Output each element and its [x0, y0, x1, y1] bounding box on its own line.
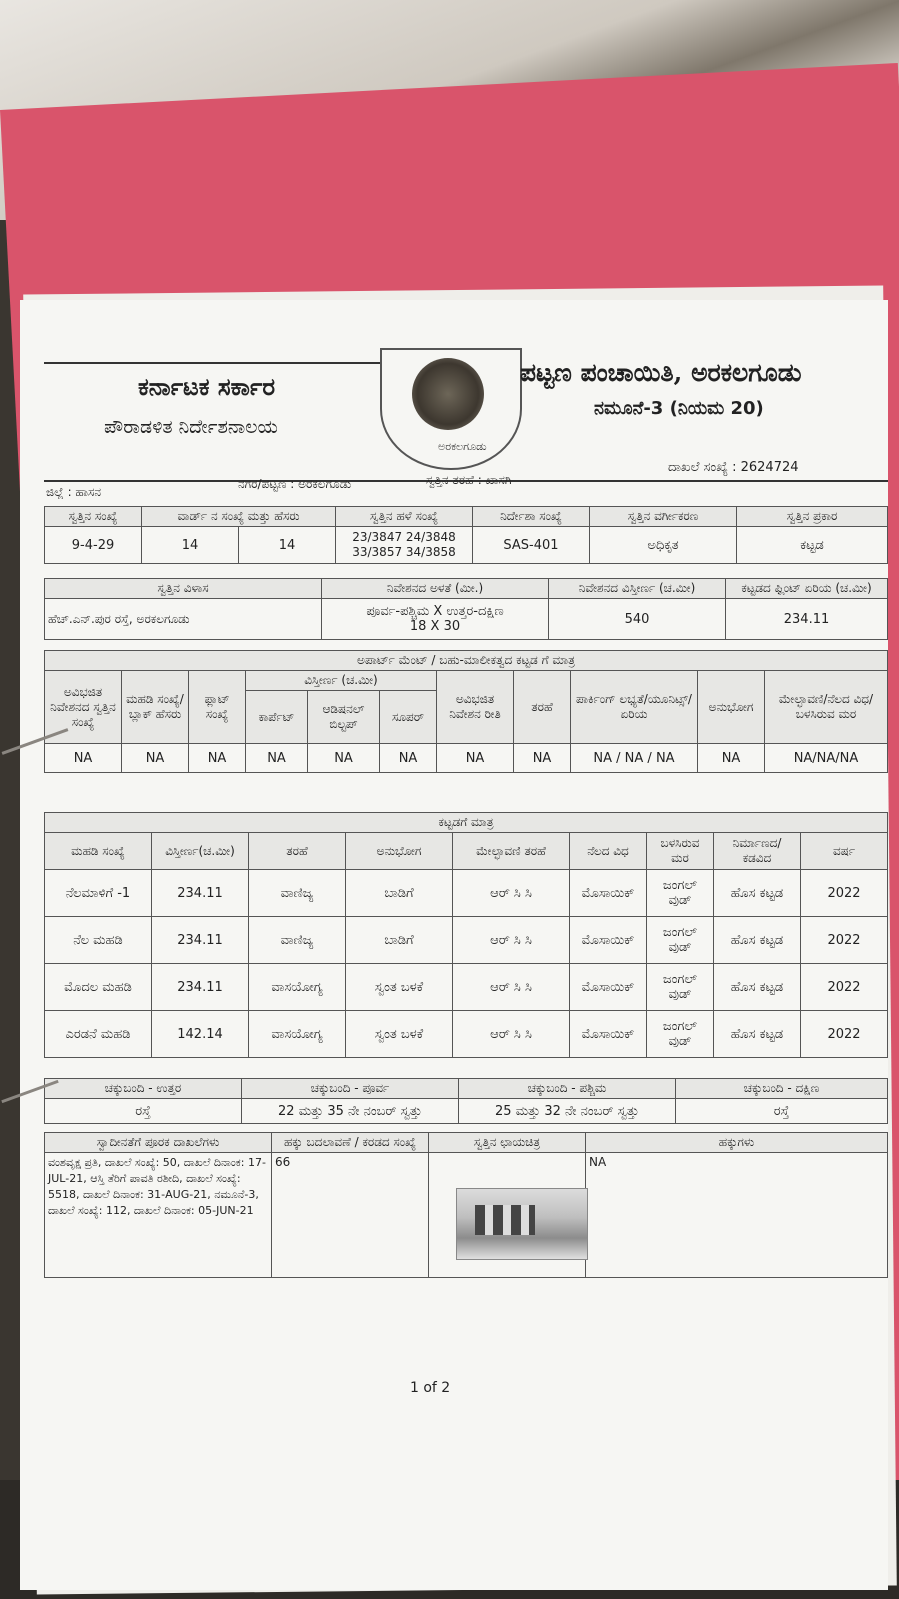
- table-cell: ಆರ್ ಸಿ ಸಿ: [453, 870, 570, 917]
- table-cell: ಮೊಸಾಯಿಕ್: [570, 917, 647, 964]
- header-cell: ಮೇಲ್ಛಾವಣಿ ತರಹೆ: [453, 833, 570, 870]
- header-cell: ಕಾರ್ಪೆಟ್: [246, 691, 308, 744]
- apartment-table: [44, 650, 888, 773]
- table-cell: 2022: [801, 917, 888, 964]
- header-cell: ತರಹೆ: [514, 671, 571, 744]
- header-cell: ಚಕ್ಕುಬಂದಿ - ದಕ್ಷಿಣ: [676, 1079, 888, 1099]
- supporting-documents: ವಂಶವೃಕ್ಷ ಪ್ರತಿ, ದಾಖಲೆ ಸಂಖ್ಯೆ: 50, ದಾಖಲೆ ದಿನಾಂಕ: 17-JUL-21, ಆಸ್ತಿ ತೆರಿಗೆ ಪಾವತಿ ರಶೀದಿ, ದಾಖಲೆ ಸಂಖ್ಯೆ: 5518, ದಾಖಲೆ ದಿನಾಂಕ: 31-AUG-21, ನಮೂನೆ-3, ದಾಖಲೆ ಸಂಖ್ಯೆ: 112, ದಾಖಲೆ ದಿನಾಂಕ: 05-JUN-21: [45, 1153, 272, 1278]
- table-cell: ಮೊಸಾಯಿಕ್: [570, 1011, 647, 1058]
- header-cell: ಸ್ವತ್ತಿನ ಛಾಯಚಿತ್ರ: [429, 1133, 586, 1153]
- header-cell: ಹಕ್ಕುಗಳು: [586, 1133, 888, 1153]
- classification: ಅಧಿಕೃತ: [590, 527, 737, 564]
- direction-number: SAS-401: [473, 527, 590, 564]
- header-cell: ಆಡಿಷನಲ್ ಬಿಲ್ಟಪ್: [308, 691, 380, 744]
- header-cell: ಹಕ್ಕು ಬದಲಾವಣೆ / ಕರಡದ ಸಂಖ್ಯೆ: [272, 1133, 429, 1153]
- north-boundary: ರಸ್ತೆ: [45, 1099, 242, 1124]
- table-cell: ಹೊಸ ಕಟ್ಟಡ: [714, 917, 801, 964]
- address-table: [44, 578, 888, 640]
- table-cell: ಸ್ವಂತ ಬಳಕೆ: [346, 1011, 453, 1058]
- table-cell: ಎರಡನೆ ಮಹಡಿ: [45, 1011, 152, 1058]
- header-cell: ಚಕ್ಕುಬಂದಿ - ಉತ್ತರ: [45, 1079, 242, 1099]
- table-cell: 2022: [801, 870, 888, 917]
- header-cell: ಅನುಭೋಗ: [346, 833, 453, 870]
- table-cell: ವಾಣಿಜ್ಯ: [249, 870, 346, 917]
- property-number: 9-4-29: [45, 527, 142, 564]
- table-cell: ಜಂಗಲ್ ವುಡ್: [647, 1011, 714, 1058]
- header-cell: ವಾರ್ಡ್ ನ ಸಂಖ್ಯೆ ಮತ್ತು ಹೆಸರು: [142, 507, 336, 527]
- table-cell: 234.11: [152, 870, 249, 917]
- table-cell: ಬಾಡಿಗೆ: [346, 917, 453, 964]
- old-property-number: 23/3847 24/3848 33/3857 34/3858: [336, 527, 473, 564]
- header-cell: ನಿರ್ದೇಶಾ ಸಂಖ್ಯೆ: [473, 507, 590, 527]
- emblem-caption: ಅರಕಲಗೂಡು: [438, 440, 487, 453]
- table-cell: ಜಂಗಲ್ ವುಡ್: [647, 917, 714, 964]
- property-address: ಹೆಚ್.ಎನ್.ಪುರ ರಸ್ತೆ, ಅರಕಲಗೂಡು: [45, 599, 322, 640]
- rights-value: NA: [586, 1153, 888, 1278]
- header-cell: ಬಳಸಿರುವ ಮರ: [647, 833, 714, 870]
- table-cell: 2022: [801, 964, 888, 1011]
- government-title: ಕರ್ನಾಟಕ ಸರ್ಕಾರ: [138, 372, 276, 401]
- header-cell: ತರಹೆ: [249, 833, 346, 870]
- header-cell: ಸ್ವತ್ತಿನ ಹಳೆ ಸಂಖ್ಯೆ: [336, 507, 473, 527]
- south-boundary: ರಸ್ತೆ: [676, 1099, 888, 1124]
- header-cell: ಚಕ್ಕುಬಂದಿ - ಪಶ್ಚಿಮ: [459, 1079, 676, 1099]
- town-label: ನಗರ/ಪಟ್ಟಣ : ಅರಕಲಗೂಡು: [238, 477, 352, 491]
- table-cell: 234.11: [152, 917, 249, 964]
- site-area: 540: [549, 599, 726, 640]
- header-cell: ವಿಸ್ತೀರ್ಣ(ಚ.ಮೀ): [152, 833, 249, 870]
- header-cell: ಸೂಪರ್: [380, 691, 437, 744]
- property-table: [44, 506, 888, 564]
- header-cell: ಚಕ್ಕುಬಂದಿ - ಪೂರ್ವ: [242, 1079, 459, 1099]
- table-cell: ಹೊಸ ಕಟ್ಟಡ: [714, 1011, 801, 1058]
- table-cell: ಮೊಸಾಯಿಕ್: [570, 870, 647, 917]
- table-cell: NA: [698, 744, 765, 773]
- table-cell: ಆರ್ ಸಿ ಸಿ: [453, 964, 570, 1011]
- header-cell: ಅವಿಭಜಿತ ನಿವೇಶನದ ಸ್ವತ್ತಿನ ಸಂಖ್ಯೆ: [45, 671, 122, 744]
- header-cell: ಕಟ್ಟಡದ ಫ್ಲಿಂಟ್ ಏರಿಯ (ಚ.ಮೀ): [726, 579, 888, 599]
- table-cell: NA: [189, 744, 246, 773]
- header-cell: ಫ್ಲಾಟ್ ಸಂಖ್ಯೆ: [189, 671, 246, 744]
- table-cell: ಮೊದಲ ಮಹಡಿ: [45, 964, 152, 1011]
- table-cell: NA: [380, 744, 437, 773]
- header-cell: ಮೇಲ್ಛಾವಣಿ/ನೆಲದ ವಿಧ/ಬಳಸಿರುವ ಮರ: [765, 671, 888, 744]
- table-cell: ವಾಸಯೋಗ್ಯ: [249, 964, 346, 1011]
- west-boundary: 25 ಮತ್ತು 32 ನೇ ನಂಬರ್ ಸ್ವತ್ತು: [459, 1099, 676, 1124]
- page-number: 1 of 2: [410, 1380, 451, 1396]
- boundaries-table: [44, 1078, 888, 1124]
- form-sheet: [20, 300, 888, 1590]
- table-cell: ಹೊಸ ಕಟ್ಟಡ: [714, 870, 801, 917]
- panchayat-title: ಪಟ್ಟಣ ಪಂಚಾಯಿತಿ, ಅರಕಲಗೂಡು: [520, 358, 802, 387]
- header-cell: ಪಾರ್ಕಿಂಗ್ ಲಭ್ಯತೆ/ಯೂನಿಟ್ಸ್/ಏರಿಯ: [571, 671, 698, 744]
- header-cell: ಮಹಡಿ ಸಂಖ್ಯೆ/ಬ್ಲಾಕ್ ಹೆಸರು: [122, 671, 189, 744]
- table-cell: NA: [122, 744, 189, 773]
- table-cell: NA: [308, 744, 380, 773]
- table-cell: NA/NA/NA: [765, 744, 888, 773]
- table-cell: ಜಂಗಲ್ ವುಡ್: [647, 964, 714, 1011]
- header-cell: ಅನುಭೋಗ: [698, 671, 765, 744]
- table-cell: NA / NA / NA: [571, 744, 698, 773]
- table-cell: ನೆಲ ಮಹಡಿ: [45, 917, 152, 964]
- header-cell: ಸ್ವತ್ತಿನ ವರ್ಗೀಕರಣ: [590, 507, 737, 527]
- form-number: ನಮೂನೆ-3 (ನಿಯಮ 20): [594, 398, 764, 419]
- property-photo: [456, 1188, 588, 1260]
- header-cell: ಸ್ವತ್ತಿನ ವಿಳಾಸ: [45, 579, 322, 599]
- header-cell: ಸ್ವಾದೀನತೆಗೆ ಪೂರಕ ದಾಖಲೆಗಳು: [45, 1133, 272, 1153]
- ward-name: 14: [239, 527, 336, 564]
- district-label: ಜಿಲ್ಲೆ : ಹಾಸನ: [46, 485, 102, 499]
- header-cell: ನಿವೇಶನದ ವಿಸ್ತೀರ್ಣ (ಚ.ಮೀ): [549, 579, 726, 599]
- east-boundary: 22 ಮತ್ತು 35 ನೇ ನಂಬರ್ ಸ್ವತ್ತು: [242, 1099, 459, 1124]
- table-cell: NA: [45, 744, 122, 773]
- table-cell: ವಾಸಯೋಗ್ಯ: [249, 1011, 346, 1058]
- table-cell: ಬಾಡಿಗೆ: [346, 870, 453, 917]
- emblem-icon: [412, 358, 484, 430]
- dimension-label: ಪೂರ್ವ-ಪಶ್ಚಿಮ X ಉತ್ತರ-ದಕ್ಷಿಣ: [366, 604, 504, 619]
- header-cell: ಸ್ವತ್ತಿನ ಸಂಖ್ಯೆ: [45, 507, 142, 527]
- property-type-label: ಸ್ವತ್ತಿನ ತರಹೆ : ಖಾಸಗಿ: [426, 473, 512, 487]
- building-table: [44, 812, 888, 1058]
- table-cell: NA: [246, 744, 308, 773]
- header-cell: ವರ್ಷ: [801, 833, 888, 870]
- header-cell: ನಿವೇಶನದ ಅಳತೆ (ಮೀ.): [322, 579, 549, 599]
- table-cell: 2022: [801, 1011, 888, 1058]
- table-cell: ಸ್ವಂತ ಬಳಕೆ: [346, 964, 453, 1011]
- header-rule: [44, 362, 380, 364]
- record-number: ದಾಖಲೆ ಸಂಖ್ಯೆ : 2624724: [668, 460, 799, 475]
- table-cell: NA: [437, 744, 514, 773]
- table-cell: ವಾಣಿಜ್ಯ: [249, 917, 346, 964]
- header-cell: ಮಹಡಿ ಸಂಖ್ಯೆ: [45, 833, 152, 870]
- property-kind: ಕಟ್ಟಡ: [737, 527, 888, 564]
- table-cell: ಹೊಸ ಕಟ್ಟಡ: [714, 964, 801, 1011]
- area-group-header: ವಿಸ್ತೀರ್ಣ (ಚ.ಮೀ): [246, 671, 437, 691]
- table-cell: ನೆಲಮಾಳಿಗೆ -1: [45, 870, 152, 917]
- table-cell: 142.14: [152, 1011, 249, 1058]
- plinth-area: 234.11: [726, 599, 888, 640]
- header-cell: ನಿರ್ಮಾಣದ/ ಕಡವಿದ: [714, 833, 801, 870]
- directorate-title: ಪೌರಾಡಳಿತ ನಿರ್ದೇಶನಾಲಯ: [104, 416, 278, 438]
- table-cell: 234.11: [152, 964, 249, 1011]
- table-cell: ಮೊಸಾಯಿಕ್: [570, 964, 647, 1011]
- section-title: ಅಪಾರ್ಟ್ ಮೆಂಟ್ / ಬಹು-ಮಾಲೀಕತ್ವದ ಕಟ್ಟಡ ಗೆ ಮಾತ್ರ: [45, 651, 888, 671]
- site-dimension: [322, 599, 549, 640]
- table-cell: ಆರ್ ಸಿ ಸಿ: [453, 917, 570, 964]
- header-cell: ಅವಿಭಜಿತ ನಿವೇಶನ ರೀತಿ: [437, 671, 514, 744]
- header-cell: ನೆಲದ ವಿಧ: [570, 833, 647, 870]
- table-cell: ಜಂಗಲ್ ವುಡ್: [647, 870, 714, 917]
- table-cell: NA: [514, 744, 571, 773]
- table-cell: ಆರ್ ಸಿ ಸಿ: [453, 1011, 570, 1058]
- ward-number: 14: [142, 527, 239, 564]
- dimension-value: 18 X 30: [409, 619, 461, 634]
- mutation-number: 66: [272, 1153, 429, 1278]
- section-title: ಕಟ್ಟಡಗೆ ಮಾತ್ರ: [45, 813, 888, 833]
- header-cell: ಸ್ವತ್ತಿನ ಪ್ರಕಾರ: [737, 507, 888, 527]
